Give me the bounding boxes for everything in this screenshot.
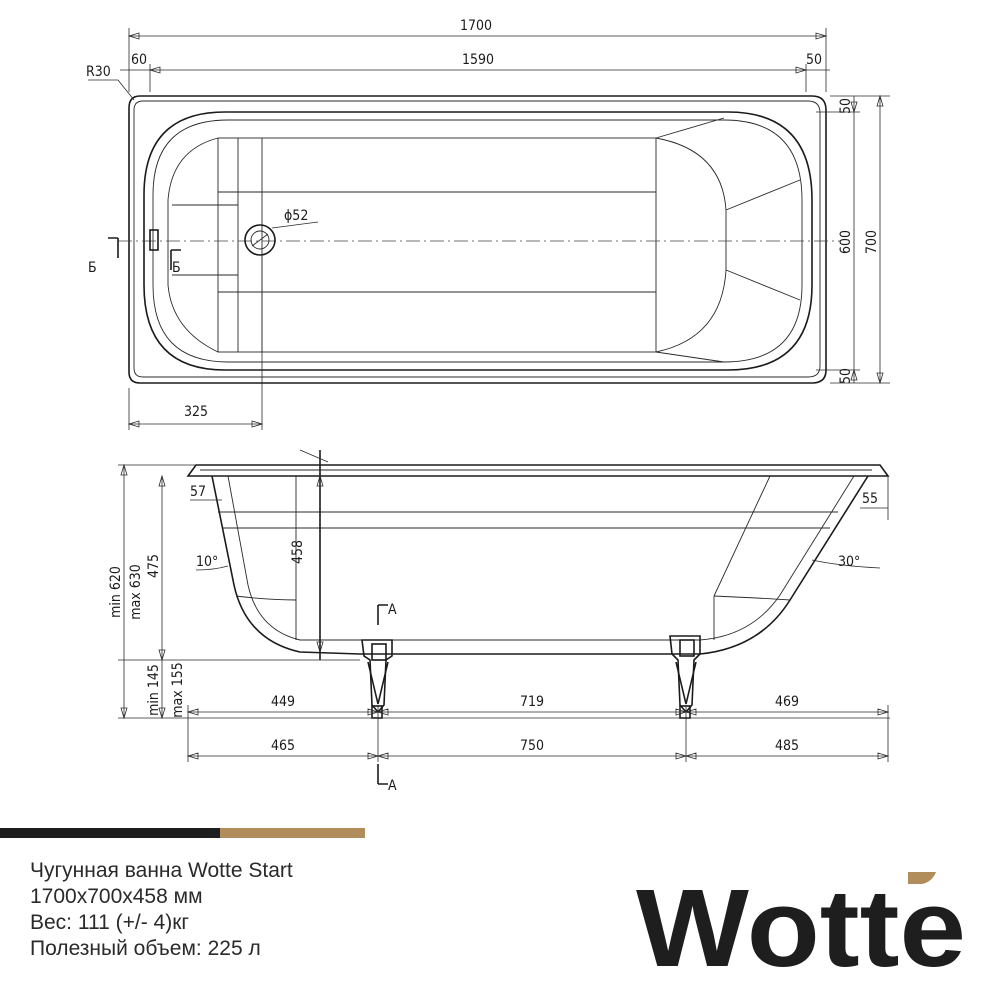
spacing-bottom-3: 485 (774, 738, 800, 754)
height-max-label: max 630 (128, 564, 144, 620)
product-size: 1700x700x458 мм (30, 885, 203, 908)
spacing-top-1: 449 (270, 694, 296, 710)
product-volume: Полезный объем: 225 л (30, 937, 261, 960)
corner-radius-label: R30 (86, 64, 111, 80)
spacing-top-3: 469 (774, 694, 800, 710)
angle-right-label: 30° (838, 554, 861, 570)
spacing-bottom-1: 465 (270, 738, 296, 754)
rim-right-label: 55 (862, 491, 879, 507)
leg-min-label: min 145 (146, 664, 162, 716)
height-min-label: min 620 (108, 566, 124, 618)
section-mark-a-bottom: A (388, 778, 397, 794)
spacing-bottom-2: 750 (519, 738, 545, 754)
svg-text:Wotte: Wotte (636, 867, 966, 978)
wotte-logo (636, 858, 976, 978)
left-offset-label: 60 (130, 52, 148, 68)
overall-length-label: 1700 (459, 18, 493, 34)
width-offset-bottom-label: 50 (838, 367, 854, 385)
section-mark-right: Б (172, 260, 181, 276)
divider-dark (0, 828, 220, 838)
top-view (108, 96, 840, 383)
depth-label: 458 (290, 539, 306, 565)
rim-left-label: 57 (190, 484, 207, 500)
right-leg (670, 636, 700, 718)
side-view-dimensions (121, 465, 888, 762)
width-offset-top-label: 50 (838, 97, 854, 115)
left-leg (362, 640, 392, 718)
section-mark-a-top: A (388, 602, 397, 618)
section-mark-left: Б (88, 260, 97, 276)
spacing-top-2: 719 (519, 694, 545, 710)
inner-length-label: 1590 (461, 52, 495, 68)
drain-diameter-label: ϕ52 (284, 208, 309, 224)
side-view (118, 450, 890, 784)
angle-left-label: 10° (196, 554, 219, 570)
product-name: Чугунная ванна Wotte Start (30, 859, 293, 882)
right-offset-label: 50 (805, 52, 823, 68)
leg-max-label: max 155 (170, 662, 186, 718)
drain-offset-label: 325 (183, 404, 209, 420)
overall-width-label: 700 (864, 229, 880, 255)
height-475-label: 475 (146, 553, 162, 579)
product-weight: Вес: 111 (+/- 4)кг (30, 911, 190, 934)
divider-gold (220, 828, 365, 838)
product-info (30, 858, 450, 962)
inner-width-label: 600 (838, 229, 854, 255)
